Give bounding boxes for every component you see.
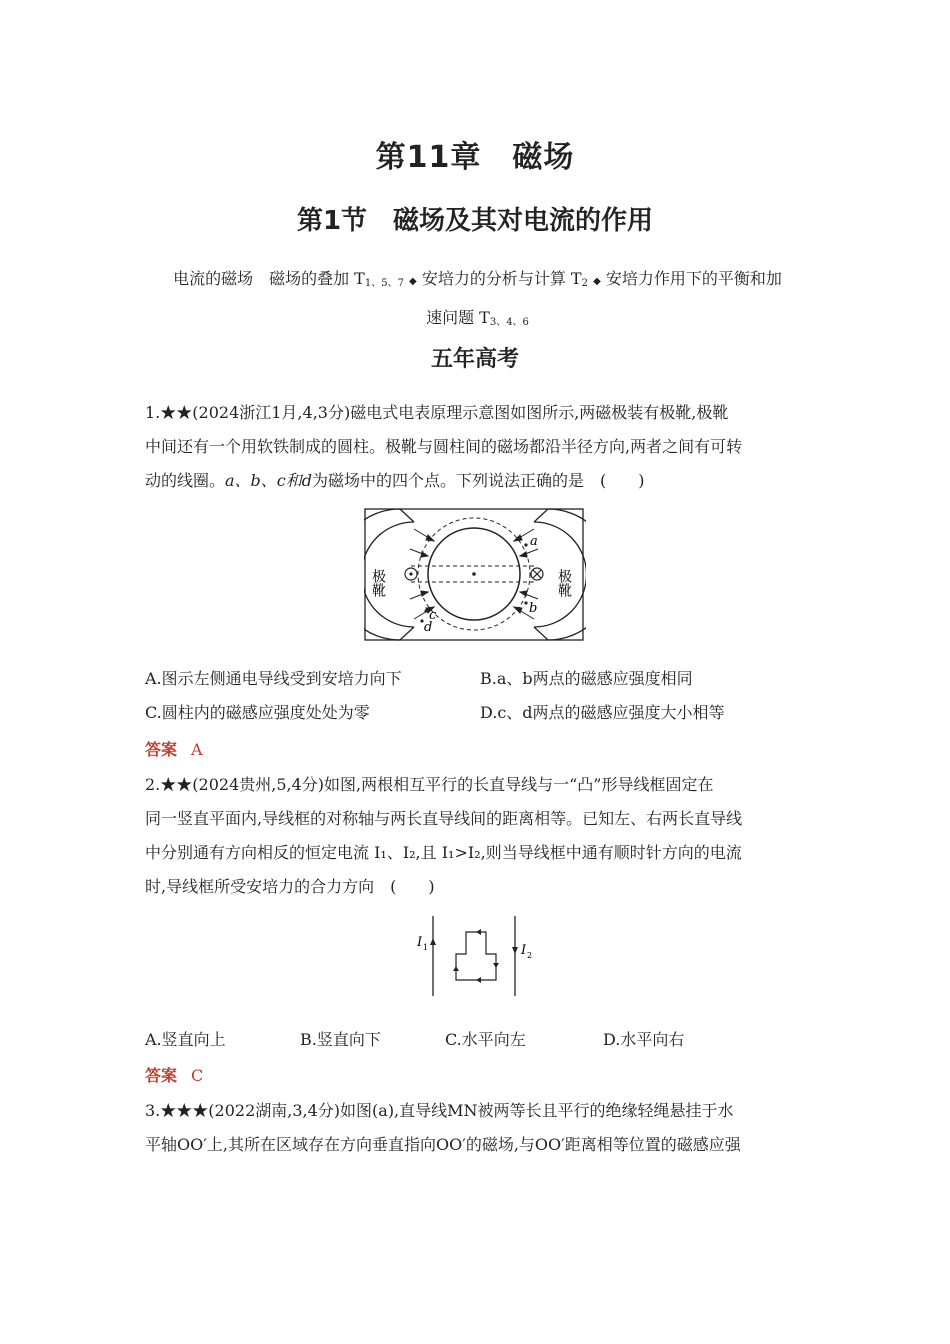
q2-option-c: C.水平向左 bbox=[445, 1030, 526, 1049]
current-i1-label: I bbox=[417, 935, 423, 950]
meter-diagram bbox=[364, 507, 586, 643]
five-year-exam-heading: 五年高考 bbox=[430, 347, 519, 372]
q1-answer: 答案 A bbox=[145, 740, 203, 759]
difficulty-stars: ★★ bbox=[160, 775, 193, 794]
q1-option-c: C.圆柱内的磁感应强度处处为零 bbox=[145, 703, 370, 722]
pole-shoe-label-left: 极靴 bbox=[370, 569, 386, 597]
question-2: 2.★★(2024贵州,5,4分)如图,两根相互平行的长直导线与一“凸”形导线框固定在 同一竖直平面内,导线框的对称轴与两长直导线间的距离相等。已知左、右两长直导线 中分别通有方向相反的恒定电流 I₁、I₂,且 I₁>I₂,则当导线框中通有顺时针方向的电流 时,导线框所受安培力的合力方向 ( ) bbox=[145, 775, 743, 896]
q2-answer: 答案 C bbox=[145, 1066, 204, 1085]
bullet-icon: ◆ bbox=[409, 276, 417, 287]
wire-frame-diagram bbox=[414, 914, 538, 998]
question-3: 3.★★★(2022湖南,3,4分)如图(a),直导线MN被两等长且平行的绝缘轻绳悬挂于水 平轴OO′上,其所在区域存在方向垂直指向OO′的磁场,与OO′距离相等位置的磁感应强 bbox=[145, 1101, 741, 1154]
bullet-icon: ◆ bbox=[593, 276, 601, 287]
point-c-label: c bbox=[429, 608, 437, 623]
q1-option-a: A.图示左侧通电导线受到安培力向下 bbox=[145, 669, 402, 688]
topic-list bbox=[145, 262, 810, 340]
difficulty-stars: ★★ bbox=[160, 403, 193, 422]
chapter-title: 第11章 磁场 bbox=[375, 140, 575, 175]
q1-option-d: D.c、d两点的磁感应强度大小相等 bbox=[480, 703, 725, 722]
svg-text:1: 1 bbox=[423, 943, 429, 952]
q2-option-d: D.水平向右 bbox=[603, 1030, 685, 1049]
question-1: 1.★★(2024浙江1月,4,3分)磁电式电表原理示意图如图所示,两磁极装有极靴,极靴 中间还有一个用软铁制成的圆柱。极靴与圆柱间的磁场都沿半径方向,两者之间有可转 动的线圈。a、b、c和d为磁场中的四个点。下列说法正确的是 ( ) bbox=[145, 403, 743, 490]
q2-option-a: A.竖直向上 bbox=[145, 1030, 226, 1049]
svg-text:2: 2 bbox=[527, 951, 533, 960]
point-a-label: a bbox=[530, 534, 538, 549]
q2-option-b: B.竖直向下 bbox=[300, 1030, 381, 1049]
pole-shoe-label-right: 极靴 bbox=[556, 569, 572, 597]
section-title: 第1节 磁场及其对电流的作用 bbox=[296, 206, 654, 236]
current-i2-label: I bbox=[521, 943, 527, 958]
difficulty-stars: ★★★ bbox=[160, 1101, 209, 1120]
topic-1: 电流的磁场 磁场的叠加 $T_{1、5、7}$ bbox=[173, 269, 404, 289]
point-b-label: b bbox=[529, 601, 538, 616]
point-d-label: d bbox=[424, 620, 433, 635]
q1-option-b: B.a、b两点的磁感应强度相同 bbox=[480, 669, 693, 688]
topic-2: 安培力的分析与计算 $T_2$ bbox=[421, 269, 588, 289]
topic-3: 安培力作用下的平衡和加 速问题 $T_{3、4、6}$ bbox=[426, 269, 782, 328]
